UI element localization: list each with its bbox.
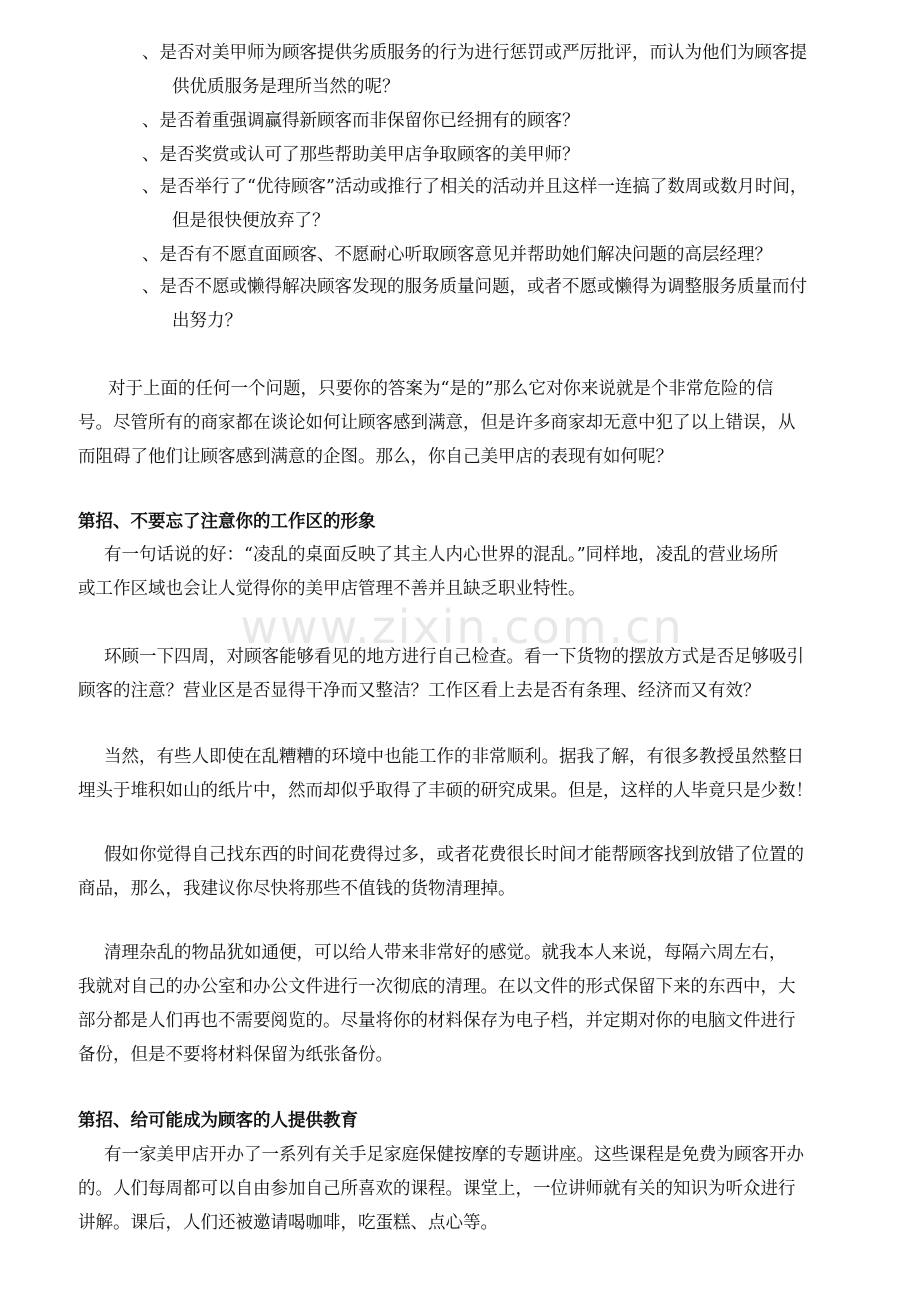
body-paragraph: [78, 936, 840, 1072]
paragraph-line: 部分都是人们再也不需要阅览的。尽量将你的材料保存为电子档，并定期对你的电脑文件进行: [78, 1011, 796, 1031]
checklist-line: 、是否举行了“优待顾客”活动或推行了相关的活动并且这样一连搞了数周或数月时间，: [142, 177, 808, 197]
watermark: www.zixin.com.cn: [240, 600, 684, 654]
checklist-line-continued: 供优质服务是理所当然的呢？: [172, 77, 400, 97]
paragraph-line: 而阻碍了他们让顾客感到满意的企图。那么，你自己美甲店的表现有如何呢？: [78, 447, 673, 467]
paragraph-line: 或工作区域也会让人觉得你的美甲店管理不善并且缺乏职业特性。: [78, 579, 586, 599]
checklist-item: [142, 270, 850, 338]
checklist-item: [142, 170, 850, 238]
paragraph-line: 对于上面的任何一个问题，只要你的答案为“是的”那么它对你来说就是个非常危险的信: [108, 379, 774, 399]
checklist-item: [142, 238, 850, 272]
checklist-line: 、是否对美甲师为顾客提供劣质服务的行为进行惩罚或严厉批评，而认为他们为顾客提: [142, 43, 807, 63]
paragraph-line: 顾客的注意？营业区是否显得干净而又整洁？工作区看上去是否有条理、经济而又有效？: [78, 681, 761, 701]
checklist-item: [142, 36, 850, 104]
checklist-line: 、是否奖赏或认可了那些帮助美甲店争取顾客的美甲师？: [142, 145, 580, 165]
paragraph-line: 备份，但是不要将材料保留为纸张备份。: [78, 1045, 393, 1065]
paragraph-line: 埋头于堆积如山的纸片中，然而却似乎取得了丰硕的研究成果。但是，这样的人毕竟只是少数！: [78, 781, 813, 801]
paragraph-line: 环顾一下四周，对顾客能够看见的地方进行自己检查。看一下货物的摆放方式是否足够吸引: [104, 647, 804, 667]
body-paragraph: [78, 1138, 840, 1240]
paragraph-line: 有一句话说的好：“凌乱的桌面反映了其主人内心世界的混乱。”同样地，凌乱的营业场所: [104, 545, 779, 565]
checklist-line: 、是否着重强调赢得新顾客而非保留你已经拥有的顾客？: [142, 111, 580, 131]
checklist-item: [142, 104, 850, 138]
paragraph-line: 商品，那么，我建议你尽快将那些不值钱的货物清理掉。: [78, 879, 516, 899]
section-heading: 第招、给可能成为顾客的人提供教育: [78, 1111, 358, 1131]
paragraph-line: 有一家美甲店开办了一系列有关手足家庭保健按摩的专题讲座。这些课程是免费为顾客开办: [104, 1145, 804, 1165]
paragraph-line: 讲解。课后，人们还被邀请喝咖啡，吃蛋糕、点心等。: [78, 1213, 498, 1233]
paragraph-line: 假如你觉得自己找东西的时间花费得过多，或者花费很长时间才能帮顾客找到放错了位置的: [104, 845, 804, 865]
paragraph-line: 我就对自己的办公室和办公文件进行一次彻底的清理。在以文件的形式保留下来的东西中，大: [78, 977, 796, 997]
summary-paragraph: [78, 372, 840, 474]
checklist-item: [142, 138, 850, 172]
body-paragraph: [78, 838, 840, 906]
paragraph-line: 当然，有些人即使在乱糟糟的环境中也能工作的非常顺利。据我了解，有很多教授虽然整日: [104, 747, 804, 767]
checklist-line-continued: 出努力？: [172, 311, 242, 331]
body-paragraph: [78, 538, 840, 606]
checklist-line-continued: 但是很快便放弃了？: [172, 211, 330, 231]
checklist-line: 、是否有不愿直面顾客、不愿耐心听取顾客意见并帮助她们解决问题的高层经理？: [142, 245, 772, 265]
paragraph-line: 的。人们每周都可以自由参加自己所喜欢的课程。课堂上，一位讲师就有关的知识为听众进行: [78, 1179, 796, 1199]
paragraph-line: 清理杂乱的物品犹如通便，可以给人带来非常好的感觉。就我本人来说，每隔六周左右，: [104, 943, 787, 963]
section-heading: 第招、不要忘了注意你的工作区的形象: [78, 512, 376, 532]
checklist-line: 、是否不愿或懒得解决顾客发现的服务质量问题，或者不愿或懒得为调整服务质量而付: [142, 277, 807, 297]
paragraph-line: 号。尽管所有的商家都在谈论如何让顾客感到满意，但是许多商家却无意中犯了以上错误，从: [78, 413, 796, 433]
body-paragraph: [78, 740, 840, 808]
